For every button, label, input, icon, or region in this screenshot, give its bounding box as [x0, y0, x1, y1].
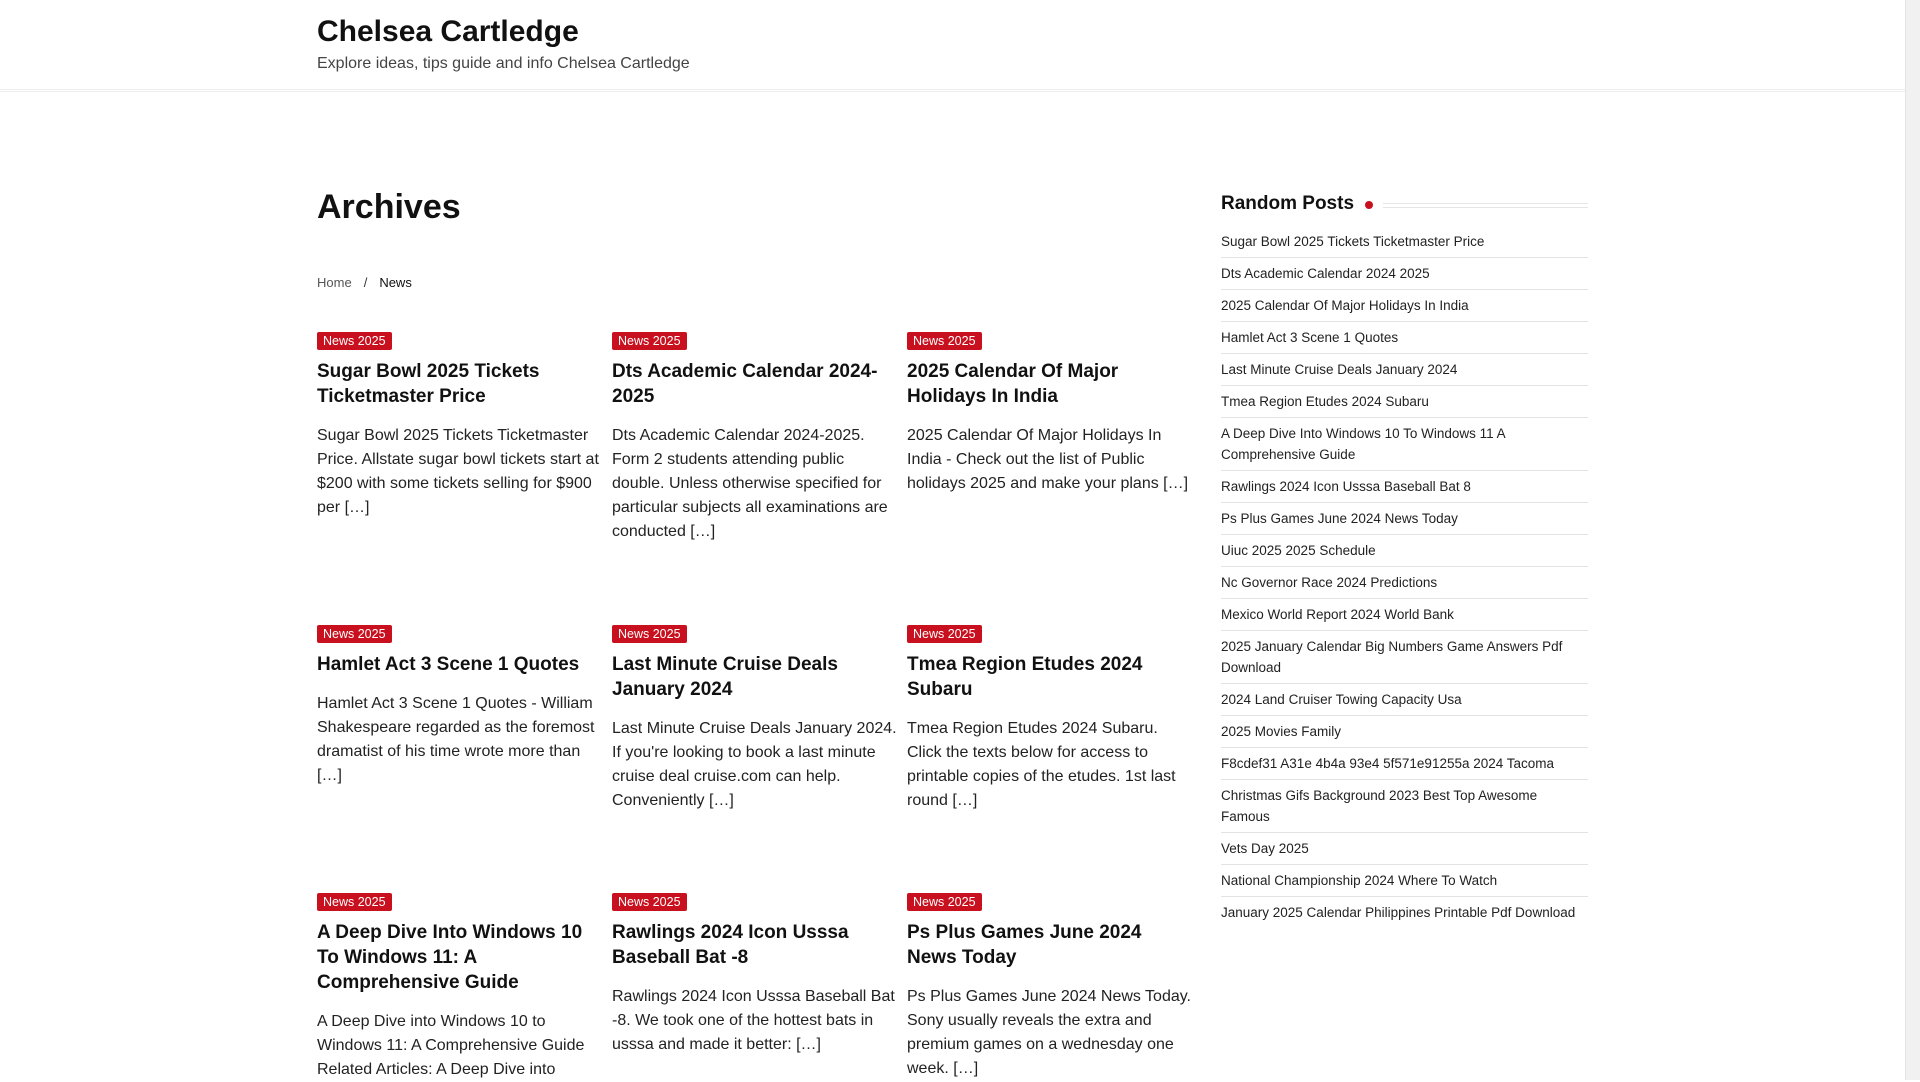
page-title: Archives — [317, 188, 461, 226]
category-badge[interactable]: News 2025 — [612, 893, 687, 911]
post-title[interactable]: Sugar Bowl 2025 Tickets Ticketmaster Price — [317, 361, 540, 407]
random-post-link[interactable]: A Deep Dive Into Windows 10 To Windows 11 A Comprehensive Guide — [1221, 418, 1588, 471]
random-post-link[interactable]: Vets Day 2025 — [1221, 833, 1588, 865]
post-card — [317, 625, 602, 788]
post-card — [907, 625, 1192, 813]
random-post-link[interactable]: Nc Governor Race 2024 Predictions — [1221, 567, 1588, 599]
random-post-link[interactable]: Christmas Gifs Background 2023 Best Top Awesome Famous — [1221, 780, 1588, 833]
widget-title: Random Posts — [1221, 192, 1364, 216]
site-description: Explore ideas, tips guide and info Chelsea Cartledge — [317, 55, 690, 72]
post-card — [612, 625, 897, 813]
post-excerpt: Last Minute Cruise Deals January 2024. If you're looking to book a last minute cruise deal cruise.com can help. Conveniently […] — [612, 720, 897, 809]
post-title[interactable]: Last Minute Cruise Deals January 2024 — [612, 654, 838, 700]
random-post-link[interactable]: Uiuc 2025 2025 Schedule — [1221, 535, 1588, 567]
breadcrumb-current: News — [379, 275, 412, 290]
random-post-link[interactable]: 2024 Land Cruiser Towing Capacity Usa — [1221, 684, 1588, 716]
post-excerpt: Rawlings 2024 Icon Usssa Baseball Bat -8. We took one of the hottest bats in usssa and made it better: […] — [612, 988, 895, 1053]
random-post-link[interactable]: Mexico World Report 2024 World Bank — [1221, 599, 1588, 631]
random-post-link[interactable]: Tmea Region Etudes 2024 Subaru — [1221, 386, 1588, 418]
category-badge[interactable]: News 2025 — [907, 893, 982, 911]
random-post-link[interactable]: Dts Academic Calendar 2024 2025 — [1221, 258, 1588, 290]
post-excerpt: Tmea Region Etudes 2024 Subaru. Click the texts below for access to printable copies of the etudes. 1st last round […] — [907, 720, 1176, 809]
post-card — [612, 893, 897, 1057]
post-title[interactable]: A Deep Dive Into Windows 10 To Windows 11: A Comprehensive Guide — [317, 922, 583, 993]
post-excerpt: 2025 Calendar Of Major Holidays In India - Check out the list of Public holidays 2025 and make your plans […] — [907, 427, 1189, 492]
random-post-link[interactable]: January 2025 Calendar Philippines Printable Pdf Download — [1221, 905, 1576, 920]
site-title[interactable]: Chelsea Cartledge — [317, 15, 579, 48]
random-post-link[interactable]: F8cdef31 A31e 4b4a 93e4 5f571e91255a 2024 Tacoma — [1221, 748, 1588, 780]
category-badge[interactable]: News 2025 — [612, 625, 687, 643]
post-excerpt: Sugar Bowl 2025 Tickets Ticketmaster Price. Allstate sugar bowl tickets start at $200 with some tickets selling for $900 per […] — [317, 427, 599, 516]
random-post-link[interactable]: 2025 Movies Family — [1221, 716, 1588, 748]
widget-title-rule — [1383, 203, 1588, 208]
post-title[interactable]: Rawlings 2024 Icon Usssa Baseball Bat -8 — [612, 922, 849, 968]
widget-header — [1221, 192, 1588, 216]
post-excerpt: Hamlet Act 3 Scene 1 Quotes - William Shakespeare regarded as the foremost dramatist of his time wrote more than […] — [317, 695, 595, 784]
post-card — [907, 893, 1192, 1081]
post-excerpt: Dts Academic Calendar 2024-2025. Form 2 students attending public double. Unless otherwise specified for particular subjects all examinations are conducted […] — [612, 427, 888, 540]
category-badge[interactable]: News 2025 — [612, 332, 687, 350]
random-post-link[interactable]: Rawlings 2024 Icon Usssa Baseball Bat 8 — [1221, 471, 1588, 503]
random-post-link[interactable]: Sugar Bowl 2025 Tickets Ticketmaster Price — [1221, 226, 1588, 258]
random-post-link[interactable]: Hamlet Act 3 Scene 1 Quotes — [1221, 322, 1588, 354]
nav-divider — [0, 89, 1905, 90]
post-card — [907, 332, 1192, 496]
page-scrollbar[interactable] — [1905, 0, 1920, 1080]
site-header — [0, 0, 1905, 92]
random-post-link[interactable]: Last Minute Cruise Deals January 2024 — [1221, 354, 1588, 386]
post-card — [612, 332, 897, 544]
post-title[interactable]: Dts Academic Calendar 2024-2025 — [612, 361, 878, 407]
random-post-link[interactable]: National Championship 2024 Where To Watch — [1221, 865, 1588, 897]
sidebar-random-posts — [1221, 192, 1588, 928]
post-title[interactable]: Tmea Region Etudes 2024 Subaru — [907, 654, 1143, 700]
category-badge[interactable]: News 2025 — [907, 625, 982, 643]
category-badge[interactable]: News 2025 — [317, 332, 392, 350]
post-excerpt: A Deep Dive into Windows 10 to Windows 11: A Comprehensive Guide Related Articles: A Deep Dive into — [317, 1013, 585, 1078]
category-badge[interactable]: News 2025 — [317, 625, 392, 643]
accent-dot-icon — [1365, 201, 1373, 209]
random-post-link[interactable]: 2025 Calendar Of Major Holidays In India — [1221, 290, 1588, 322]
post-card — [317, 893, 602, 1082]
post-title[interactable]: Ps Plus Games June 2024 News Today — [907, 922, 1142, 968]
random-post-link[interactable]: Ps Plus Games June 2024 News Today — [1221, 503, 1588, 535]
post-excerpt: Ps Plus Games June 2024 News Today. Sony usually reveals the extra and premium games on a wednesday one week. […] — [907, 988, 1191, 1077]
breadcrumb — [317, 275, 412, 291]
breadcrumb-home-link[interactable]: Home — [317, 275, 352, 290]
category-badge[interactable]: News 2025 — [317, 893, 392, 911]
category-badge[interactable]: News 2025 — [907, 332, 982, 350]
post-card — [317, 332, 602, 520]
random-posts-list — [1221, 226, 1588, 928]
breadcrumb-separator: / — [363, 275, 368, 290]
post-title[interactable]: 2025 Calendar Of Major Holidays In India — [907, 361, 1119, 407]
post-title[interactable]: Hamlet Act 3 Scene 1 Quotes — [317, 654, 580, 675]
random-post-link[interactable]: 2025 January Calendar Big Numbers Game Answers Pdf Download — [1221, 631, 1588, 684]
